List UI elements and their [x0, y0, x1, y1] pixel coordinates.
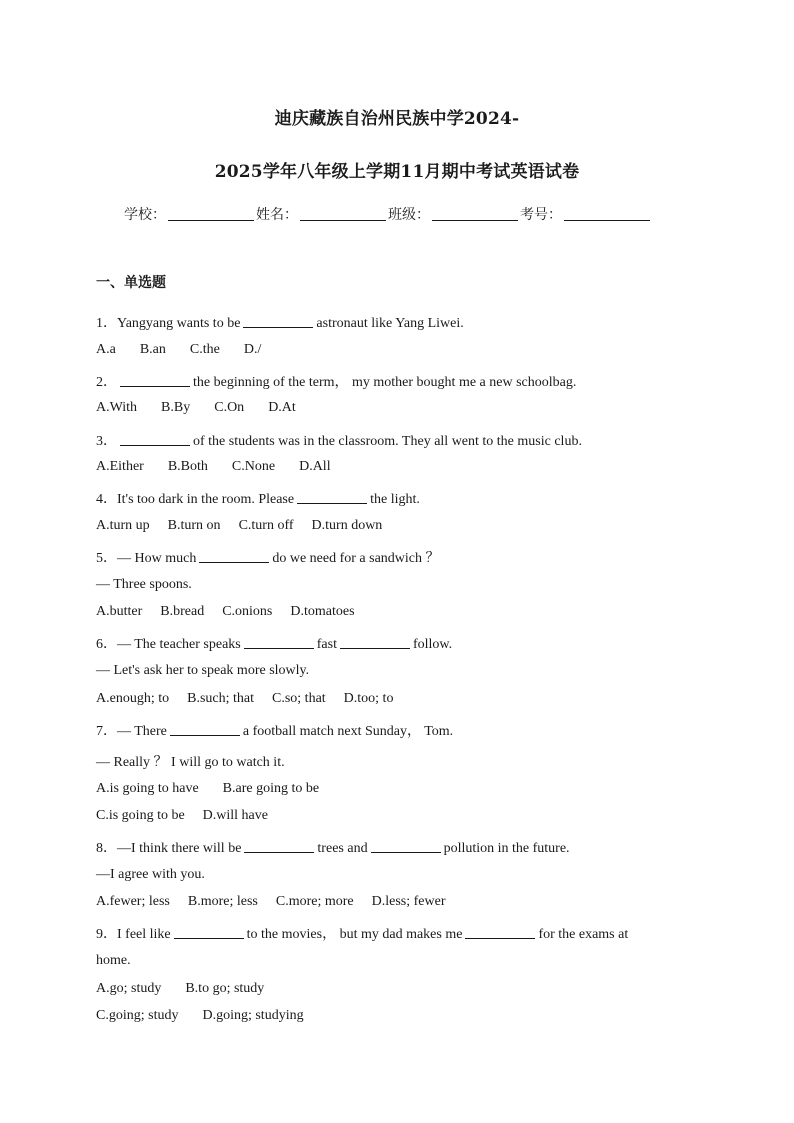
option[interactable]: D./ [243, 342, 262, 357]
exam-title-line1: 迪庆藏族自治州民族中学2024- [274, 109, 520, 129]
option[interactable]: A.is going to have [96, 781, 199, 796]
answer-blank[interactable] [340, 635, 410, 649]
question-5-options [96, 604, 706, 620]
option[interactable]: B.bread [160, 604, 205, 619]
question-4-options [96, 518, 706, 534]
question-5-reply: — Three spoons. [96, 577, 192, 592]
question-8-reply: —I agree with you. [96, 867, 205, 882]
question-text: trees and [317, 841, 368, 856]
question-text: 1．Yangyang wants to be [96, 316, 241, 331]
section-title: 一、单选题 [96, 275, 166, 291]
option[interactable]: C.turn off [238, 518, 294, 533]
option[interactable]: D.turn down [311, 518, 383, 533]
question-text: 7．— There [96, 724, 167, 739]
question-8 [96, 837, 706, 857]
answer-blank[interactable] [465, 925, 535, 939]
question-7-reply: — Really ？ I will go to watch it. [96, 755, 285, 770]
question-text: 8．—I think there will be [96, 841, 242, 856]
question-text: for the exams at [538, 927, 629, 942]
answer-blank[interactable] [120, 373, 190, 387]
answer-blank[interactable] [174, 925, 244, 939]
school-blank[interactable] [168, 206, 254, 221]
option[interactable]: B.to go; study [185, 981, 265, 996]
option[interactable]: B.Both [167, 459, 208, 474]
option[interactable]: B.such; that [187, 691, 254, 706]
answer-blank[interactable] [243, 314, 313, 328]
option[interactable]: C.going; study [96, 1008, 179, 1023]
option[interactable]: C.the [189, 342, 220, 357]
question-text: pollution in the future. [443, 841, 570, 856]
question-1 [96, 312, 706, 332]
option[interactable]: C.is going to be [96, 808, 185, 823]
option[interactable]: D.going; studying [202, 1008, 304, 1023]
answer-blank[interactable] [297, 490, 367, 504]
question-3-options [96, 459, 706, 475]
question-text: of the students was in the classroom. They all went to the music club. [193, 434, 582, 449]
question-text: do we need for a sandwich ？ [272, 551, 440, 566]
option[interactable]: A.a [96, 342, 116, 357]
question-6-reply: — Let's ask her to speak more slowly. [96, 663, 310, 678]
option[interactable]: A.go; study [96, 981, 162, 996]
class-label: 班级： [388, 207, 430, 223]
option[interactable]: A.enough; to [96, 691, 170, 706]
question-text: the beginning of the term， my mother bought me a new schoolbag. [193, 375, 577, 390]
question-text: 5．— How much [96, 551, 197, 566]
option[interactable]: C.so; that [272, 691, 326, 706]
option[interactable]: D.too; to [343, 691, 394, 706]
answer-blank[interactable] [244, 635, 314, 649]
question-text: 4．It's too dark in the room. Please [96, 492, 295, 507]
option[interactable]: D.All [299, 459, 331, 474]
option[interactable]: A.turn up [96, 518, 150, 533]
answer-blank[interactable] [371, 839, 441, 853]
name-label: 姓名： [256, 207, 298, 223]
question-8-options [96, 894, 706, 910]
answer-blank[interactable] [120, 432, 190, 446]
exam-title-line2: 2025学年八年级上学期11月期中考试英语试卷 [214, 162, 580, 182]
option[interactable]: A.fewer; less [96, 894, 170, 909]
option[interactable]: B.an [139, 342, 166, 357]
question-6 [96, 633, 706, 653]
number-label: 考号： [520, 207, 562, 223]
option[interactable]: A.butter [96, 604, 143, 619]
question-text: 2． [96, 375, 117, 390]
question-text: follow. [412, 637, 453, 652]
question-text: 6．— The teacher speaks [96, 637, 241, 652]
question-text: astronaut like Yang Liwei. [316, 316, 464, 331]
question-3 [96, 430, 706, 450]
name-blank[interactable] [300, 206, 386, 221]
answer-blank[interactable] [199, 549, 269, 563]
option[interactable]: C.None [231, 459, 276, 474]
question-6-options [96, 691, 706, 707]
question-9-options-row1 [96, 981, 706, 997]
question-7-options-row1 [96, 781, 706, 797]
option[interactable]: B.more; less [187, 894, 258, 909]
answer-blank[interactable] [244, 839, 314, 853]
class-blank[interactable] [432, 206, 518, 221]
question-9-continuation: home. [96, 953, 131, 968]
question-1-options [96, 342, 706, 358]
question-7-options-row2 [96, 808, 706, 824]
option[interactable]: C.more; more [275, 894, 354, 909]
option[interactable]: B.are going to be [222, 781, 320, 796]
question-9 [96, 923, 706, 943]
school-label: 学校： [124, 207, 166, 223]
option[interactable]: A.With [96, 400, 138, 415]
option[interactable]: D.less; fewer [371, 894, 446, 909]
option[interactable]: C.onions [222, 604, 273, 619]
option[interactable]: B.By [161, 400, 191, 415]
question-text: a football match next Sunday， Tom. [242, 724, 454, 739]
question-4 [96, 488, 706, 508]
option[interactable]: D.At [268, 400, 296, 415]
option[interactable]: C.On [214, 400, 245, 415]
question-text: 9．I feel like [96, 927, 171, 942]
question-text: the light. [370, 492, 420, 507]
question-7 [96, 720, 706, 740]
question-text: to the movies， but my dad makes me [246, 927, 463, 942]
question-5 [96, 547, 706, 567]
question-text: 3． [96, 434, 117, 449]
option[interactable]: B.turn on [167, 518, 221, 533]
question-9-options-row2 [96, 1008, 706, 1024]
number-blank[interactable] [564, 206, 650, 221]
option[interactable]: D.will have [202, 808, 268, 823]
question-2-options [96, 400, 706, 416]
question-2 [96, 371, 706, 391]
student-info-row [124, 204, 684, 224]
option[interactable]: A.Either [96, 459, 144, 474]
option[interactable]: D.tomatoes [290, 604, 355, 619]
answer-blank[interactable] [170, 722, 240, 736]
question-text: fast [316, 637, 337, 652]
